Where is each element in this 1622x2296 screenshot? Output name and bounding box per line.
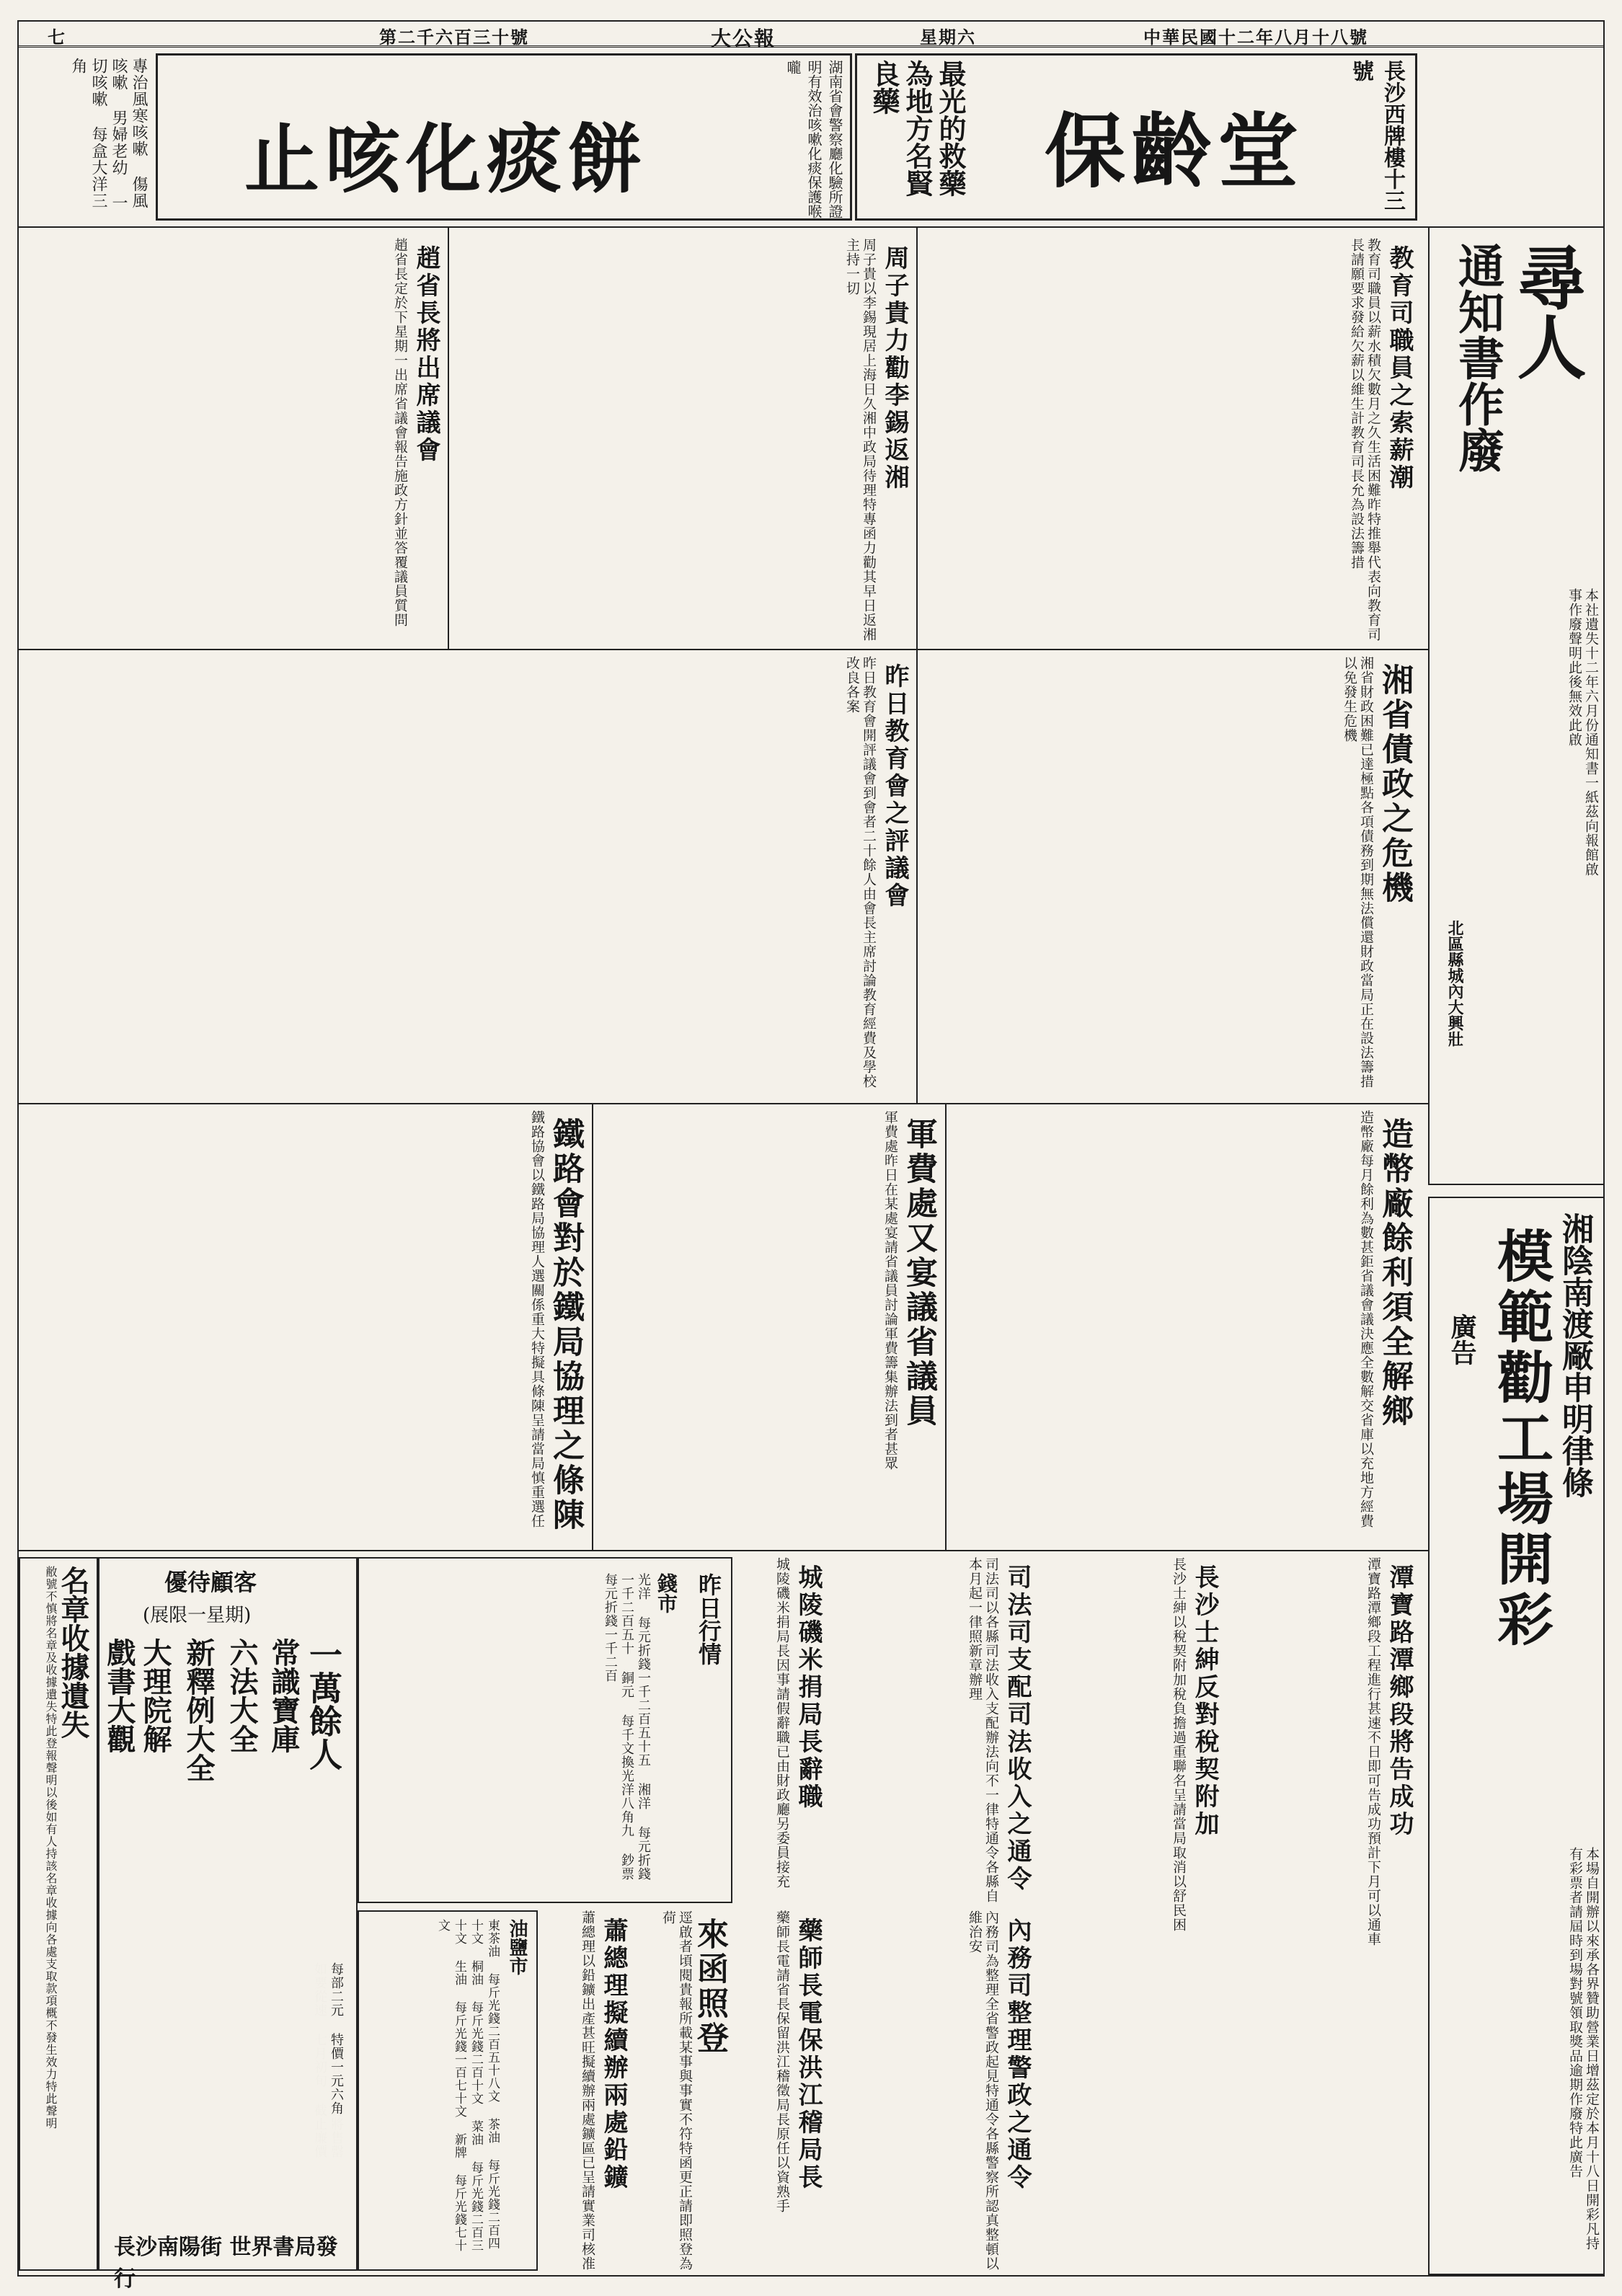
ad-books-big1: 常識寶庫: [267, 1638, 301, 1753]
banner-store-name: 保齡堂: [1045, 105, 1304, 199]
ad-factory-title: 模範勸工場開彩: [1488, 1227, 1554, 1651]
masthead-weekday: 星期六: [920, 27, 976, 48]
article-body: 藥師長電請省長保留洪江稽徵局長原任以資熟手: [774, 1910, 790, 2213]
article-5: [19, 656, 913, 1096]
article-10: [833, 1557, 1035, 1903]
article-13: [740, 1910, 826, 2271]
market-section-money: 錢市: [655, 1573, 678, 1613]
market-rows-oil: 東茶油 每斤光錢二百五十八文 茶油 每斤光錢二百四十文 桐油 每斤光錢二百十文 菜油 每斤光錢二百三十文 生油 每斤光錢一百七十文 新牌 每斤光錢七十文: [435, 1919, 500, 2252]
ad-books-big4: 大理院解: [138, 1638, 172, 1753]
article-12: [740, 1557, 826, 1903]
article-title: 藥師長電保洪江稽局長: [794, 1918, 823, 2191]
article-8: [19, 1110, 588, 1543]
ad-books-big5: 戲書大觀: [102, 1638, 136, 1753]
ad-books: [98, 1557, 358, 2292]
article-body: 蕭總理以鉛鑛出產甚旺擬續辦兩處鑛區已呈請實業司核准: [580, 1910, 595, 2271]
article-body: 昨日教育會開評議會到會者二十餘人由會長主席討論教育經費及學校改良各案: [844, 656, 877, 1089]
notice-big-title: 尋人: [1506, 242, 1587, 381]
market-heading: 昨日行情: [695, 1573, 722, 1665]
article-body: 造幣廠每月餘利為數甚鉅省議會議決應全數解交省庫以充地方經費: [1358, 1110, 1374, 1528]
article-title: 司法司支配司法收入之通令: [1003, 1564, 1032, 1893]
banner-tagline: 長沙西牌樓十三號: [1348, 60, 1405, 211]
banner-cough-cake: [156, 53, 852, 221]
article-body: 逕啟者頃閱貴報所載某事與事實不符特函更正請即照登為荷: [660, 1910, 693, 2271]
market-prices-upper: [358, 1557, 732, 1903]
article-title: 趙省長將出席議會: [412, 245, 440, 464]
ad-books-contact: [107, 1962, 345, 2178]
article-body: 內務司為整理全省警政起見特通令各縣警察所認真整頓以維治安: [967, 1910, 999, 2271]
article-title: 湘省債政之危機: [1376, 663, 1413, 905]
article-body: 教育司職員以薪水積欠數月之久生活困難昨特推舉代表向教育司長請願要求發給欠薪以維生計教育司長允為設法籌措: [1349, 238, 1381, 642]
article-title: 軍費處又宴議省議員: [900, 1117, 937, 1429]
article-title: 城陵磯米捐局長辭職: [794, 1564, 823, 1811]
article-title: 蕭總理擬續辦兩處鉛鑛: [599, 1918, 628, 2191]
article-3: [920, 656, 1417, 1096]
notice-small-title: 通知書作廢: [1450, 242, 1504, 473]
article-7: [595, 1110, 941, 1543]
article-title: 周子貴力勸李錫返湘: [880, 245, 909, 492]
article-body: 鐵路協會以鐵路局協理人選關係重大特擬具條陳呈請當局慎重選任: [529, 1110, 545, 1528]
masthead-issue: 第二千六百三十號: [379, 27, 529, 48]
article-body: 司法司以各縣司法收入支配辦法向不一律特通令各縣自本月起一律照新章辦理: [967, 1557, 999, 1903]
article-body: 軍費處昨日在某處宴請省議員討論軍費籌集辦法到者甚眾: [882, 1110, 898, 1471]
article-11: [833, 1910, 1035, 2271]
notice-search-person: [1428, 226, 1605, 1185]
article-title: 潭寶路潭鄉段將告成功: [1385, 1564, 1414, 1838]
article-6: [949, 1110, 1417, 1543]
banner-side-text: 專治風寒咳嗽 傷風咳嗽 男婦老幼 一切咳嗽 每盒大洋三角: [69, 58, 148, 211]
article-14: [639, 1910, 732, 2271]
notice-stamp-body: 敝號不慎將名章及收據遺失特此登報聲明以後如有人持該名章收據向各處支取款項概不發生效力特此聲明: [44, 1566, 58, 2129]
notice-body: 本社遺失十二年六月份通知書一紙茲向報館啟事作廢聲明此後無效此啟: [1566, 588, 1599, 877]
article-body: 湘省財政困難已達極點各項債務到期無法償還財政當局正在設法籌措以免發生危機: [1342, 656, 1374, 1089]
article-16: [1042, 1557, 1223, 2271]
article-15: [538, 1910, 631, 2271]
article-body: 趙省長定於下星期一出席省議會報告施政方針並答覆議員質問: [392, 238, 408, 627]
article-4: [19, 238, 444, 642]
article-body: 長沙士紳以稅契附加稅負擔過重聯名呈請當局取消以舒民困: [1171, 1557, 1187, 1932]
article-title: 教育司職員之索薪潮: [1385, 245, 1414, 492]
notice-stamp-title: 名章收據遺失: [56, 1566, 90, 1739]
article-title: 造幣廠餘利須全解鄉: [1376, 1117, 1413, 1429]
market-section-oil: 油鹽市: [506, 1919, 528, 1975]
article-1: [920, 238, 1417, 642]
banner-subline: 湖南省會警察廳化驗所證明有效治咳嗽化痰保護喉嚨: [784, 60, 843, 218]
article-title: 內務司整理警政之通令: [1003, 1918, 1032, 2191]
ad-factory-lottery: [1428, 1197, 1605, 2275]
ad-factory-body: 本場自開辦以來承各界贊助營業日增茲定於本月十八日開彩凡持有彩票者請屆時到場對號領取獎品逾期作廢特此廣告: [1567, 1847, 1600, 2251]
article-title: 長沙士紳反對稅契附加: [1190, 1564, 1219, 1838]
ad-factory-sub: 廣告: [1447, 1313, 1477, 1365]
ad-books-publisher: 長沙南陽街 世界書局發行: [114, 2235, 338, 2292]
ad-books-big2: 六法大全: [225, 1638, 259, 1753]
ad-factory-top-heading: 湘陰南渡厰申明律條: [1556, 1213, 1593, 1498]
masthead-paper: 大公報: [711, 27, 776, 50]
market-prices-lower: [358, 1910, 538, 2271]
ad-books-period: (展限一星期): [143, 1605, 252, 1626]
article-body: 城陵磯米捐局長因事請假辭職已由財政廳另委員接充: [774, 1557, 790, 1889]
ad-books-price: 每部二元 特價一元六角: [329, 1962, 344, 2115]
article-title: 鐵路會對於鐵局協理之條陳: [547, 1117, 584, 1533]
banner-bonus: 最光的救藥 為地方名賢良藥: [868, 60, 967, 197]
newspaper-page: [17, 20, 1605, 2292]
masthead-date: 中華民國十二年八月十八號: [1143, 27, 1368, 48]
market-rows-money: 光洋 每元折錢一千二百五十五 湘洋 每元折錢一千二百五十 銅元 每千文換光洋八角九 鈔票 每元折錢一千二百: [603, 1573, 651, 1881]
article-title: 來函照登: [691, 1918, 728, 2056]
banner-product-name: 止咳化痰餅: [244, 115, 649, 203]
article-body: 潭寶路潭鄉段工程進行甚速不日即可告成功預計下月可以通車: [1365, 1557, 1381, 1946]
article-2: [451, 238, 913, 642]
masthead: [19, 22, 1603, 48]
page-number: 七: [48, 27, 66, 48]
notice-sign: 北區縣城內大興壯: [1445, 920, 1464, 1047]
article-title: 昨日教育會之評議會: [880, 663, 909, 910]
banner-baolingtang: [855, 53, 1417, 221]
article-body: 周子貴以李錫現居上海日久湘中政局待理特專函力勸其早日返湘主持一切: [844, 238, 877, 642]
notice-stamp-lost: [19, 1557, 98, 2271]
article-9: [1230, 1557, 1417, 2271]
ad-books-big3: 新釋例大全: [182, 1638, 216, 1782]
ad-books-header: 優待顧客: [164, 1569, 257, 1596]
ad-books-line1: 一萬餘人: [304, 1638, 343, 1770]
